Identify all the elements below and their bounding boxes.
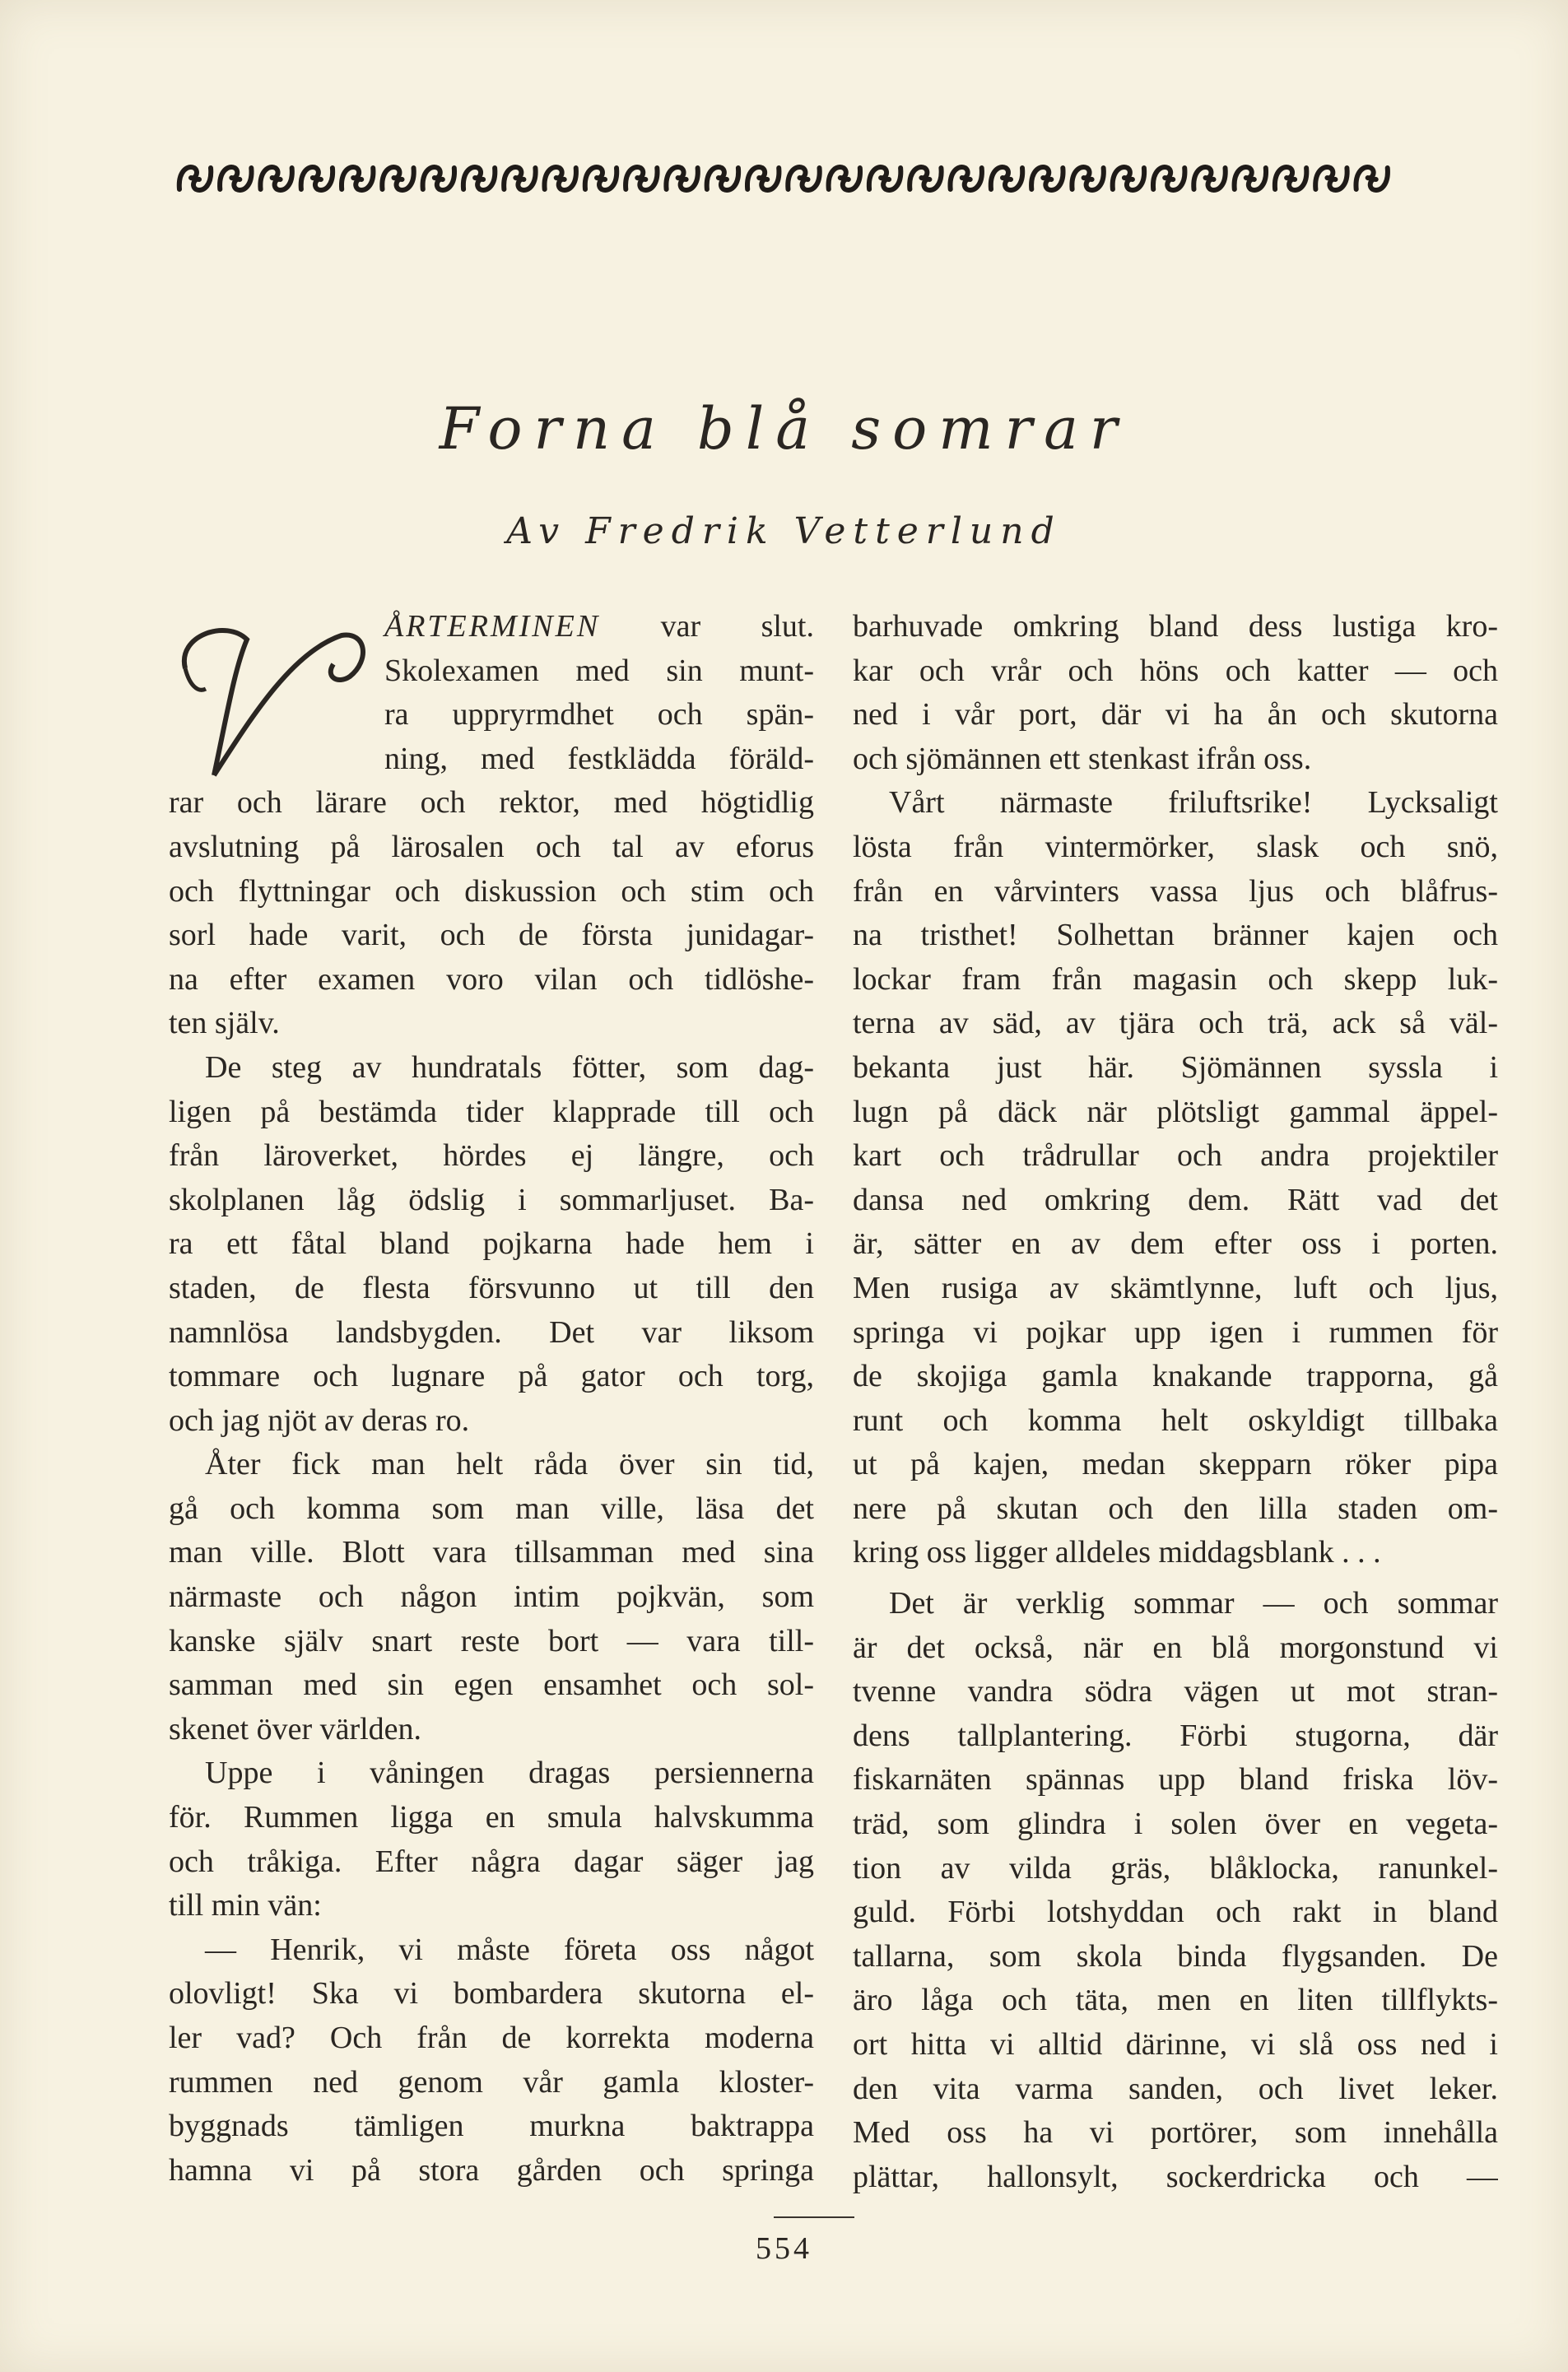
frieze-unit <box>626 167 657 190</box>
frieze-unit <box>1275 167 1306 190</box>
body-line: tommare och lugnare på gator och torg, <box>169 1359 814 1394</box>
paragraph-gap <box>853 1575 1498 1582</box>
article-title: Forna blå somrar <box>439 395 1129 463</box>
body-line: från en vårvinters vassa ljus och blåfrus- <box>853 873 1498 909</box>
body-line: Uppe i våningen dragas persiennerna <box>205 1756 814 1791</box>
body-line: och sjömännen ett stenkast ifrån oss. <box>853 741 1312 776</box>
frieze-unit <box>1031 167 1063 190</box>
body-line: från läroverket, hördes ej längre, och <box>169 1138 814 1174</box>
left-column <box>169 605 814 2193</box>
body-line: barhuvade omkring bland dess lustiga kro- <box>853 609 1498 644</box>
body-line: ning, med festklädda föräld- <box>384 741 814 776</box>
body-line: runt och komma helt oskyldigt tillbaka <box>853 1402 1498 1438</box>
frieze-unit <box>1315 167 1347 190</box>
body-line: nere på skutan och den lilla staden om- <box>853 1491 1498 1526</box>
body-line: avslutning på lärosalen och tal av eforus <box>169 829 814 864</box>
frieze-unit <box>179 167 211 190</box>
body-line: De steg av hundratals fötter, som dag- <box>205 1049 814 1085</box>
ornament-frieze-icon <box>174 147 1393 212</box>
body-line: sorl hade varit, och de första junidagar- <box>169 918 814 953</box>
body-line: olovligt! Ska vi bombardera skutorna el- <box>169 1976 814 2012</box>
body-line: ten själv. <box>169 1006 280 1041</box>
body-line: ÅRTERMINEN var slut. <box>384 609 814 644</box>
body-line: ra uppryrmdhet och spän- <box>384 697 814 733</box>
article-author: Av Fredrik Vetterlund <box>506 510 1062 552</box>
frieze-unit <box>869 167 900 190</box>
frieze-unit <box>301 167 333 190</box>
body-line: kart och trådrullar och andra projektiler <box>853 1138 1498 1174</box>
body-line: är, sätter en av dem efter oss i porten. <box>853 1226 1498 1262</box>
page-number-rule <box>774 2216 854 2218</box>
body-line: bekanta just här. Sjömännen syssla i <box>853 1049 1498 1085</box>
body-line: hamna vi på stora gården och springa <box>169 2152 814 2188</box>
body-line: plättar, hallonsylt, sockerdricka och — <box>853 2159 1498 2194</box>
body-line: — Henrik, vi måste företa oss något <box>205 1932 814 1967</box>
body-line: guld. Förbi lotshyddan och rakt in bland <box>853 1895 1498 1930</box>
frieze-unit <box>1235 167 1266 190</box>
body-line: tion av vilda gräs, blåklocka, ranunkel- <box>853 1850 1498 1886</box>
body-line: na tristhet! Solhettan bränner kajen och <box>853 918 1498 953</box>
body-line: namnlösa landsbygden. Det var liksom <box>169 1314 814 1350</box>
body-line: na efter examen voro vilan och tidlöshe- <box>169 961 814 997</box>
body-line: man ville. Blott vara tillsamman med sina <box>169 1535 814 1570</box>
body-line: de skojiga gamla knakande trapporna, gå <box>853 1359 1498 1394</box>
frieze-unit <box>220 167 251 190</box>
body-line: äro låga och täta, men en liten tillflykts- <box>853 1983 1498 2018</box>
frieze-unit <box>544 167 575 190</box>
body-line: Vårt närmaste friluftsrike! Lycksaligt <box>889 785 1498 821</box>
body-line: till min vän: <box>169 1888 322 1923</box>
body-line: gå och komma som man ville, läsa det <box>169 1491 814 1526</box>
body-line: rummen ned genom vår gamla kloster- <box>169 2064 814 2100</box>
frieze-unit <box>1113 167 1144 190</box>
frieze-unit <box>707 167 738 190</box>
frieze-unit <box>666 167 697 190</box>
body-line: Det är verklig sommar — och sommar <box>889 1586 1498 1621</box>
body-line: ut på kajen, medan skepparn röker pipa <box>853 1447 1498 1482</box>
body-line: Men rusiga av skämtlynne, luft och ljus, <box>853 1270 1498 1305</box>
body-line: närmaste och någon intim pojkvän, som <box>169 1579 814 1615</box>
frieze-unit <box>910 167 941 190</box>
page-number: 554 <box>756 2231 812 2266</box>
body-line: tallarna, som skola binda flygsanden. De <box>853 1938 1498 1974</box>
body-line: terna av säd, av tjära och trä, ack så väl- <box>853 1006 1498 1041</box>
frieze-unit <box>423 167 454 190</box>
first-word: ÅRTERMINEN <box>384 609 601 644</box>
body-line: och flyttningar och diskussion och stim och <box>169 873 814 909</box>
body-line: för. Rummen ligga en smula halvskumma <box>169 1800 814 1835</box>
frieze-unit <box>950 167 981 190</box>
body-line: ort hitta vi alltid därinne, vi slå oss ned i <box>853 2027 1498 2062</box>
frieze-unit <box>504 167 535 190</box>
body-line: skolplanen låg ödslig i sommarljuset. Ba- <box>169 1182 814 1217</box>
body-line: Skolexamen med sin munt- <box>384 653 814 688</box>
body-line: samman med sin egen ensamhet och sol- <box>169 1667 814 1703</box>
body-line: Åter fick man helt råda över sin tid, <box>205 1447 814 1482</box>
frieze-unit <box>342 167 373 190</box>
body-line: rar och lärare och rektor, med högtidlig <box>169 785 814 821</box>
body-line: Med oss ha vi portörer, som innehålla <box>853 2115 1498 2151</box>
frieze-unit <box>1072 167 1103 190</box>
frieze-unit <box>463 167 495 190</box>
frieze-unit <box>747 167 779 190</box>
frieze-unit <box>788 167 819 190</box>
body-line: fiskarnäten spännas upp bland friska löv- <box>853 1762 1498 1798</box>
body-line: staden, de flesta försvunno ut till den <box>169 1270 814 1305</box>
frieze-unit <box>991 167 1022 190</box>
frieze-unit <box>585 167 616 190</box>
body-line: dens tallplantering. Förbi stugorna, där <box>853 1718 1498 1753</box>
body-line: springa vi pojkar upp igen i rummen för <box>853 1314 1498 1350</box>
body-line: kanske själv snart reste bort — vara till- <box>169 1623 814 1658</box>
body-line: ra ett fåtal bland pojkarna hade hem i <box>169 1226 814 1262</box>
body-line: tvenne vandra södra vägen ut mot stran- <box>853 1674 1498 1709</box>
frieze-unit <box>1193 167 1225 190</box>
body-line: ned i vår port, där vi ha ån och skutorna <box>853 697 1498 733</box>
body-line: kring oss ligger alldeles middagsblank . . . <box>853 1535 1381 1570</box>
body-line: lugn på däck när plötsligt gammal äppel- <box>853 1094 1498 1129</box>
frieze-unit <box>260 167 291 190</box>
right-column <box>853 605 1498 2199</box>
decorative-border <box>174 147 1393 212</box>
body-line: och tråkiga. Efter några dagar säger jag <box>169 1844 814 1879</box>
frieze-unit <box>1356 167 1387 190</box>
body-line: kar och vrår och höns och katter — och <box>853 653 1498 688</box>
body-line: skenet över världen. <box>169 1711 422 1746</box>
body-line: lockar fram från magasin och skepp luk- <box>853 961 1498 997</box>
frieze-unit <box>1153 167 1184 190</box>
frieze-unit <box>829 167 860 190</box>
body-line: lösta från vintermörker, slask och snö, <box>853 829 1498 864</box>
body-line: träd, som glindra i solen över en vegeta- <box>853 1807 1498 1842</box>
body-line: den vita varma sanden, och livet leker. <box>853 2071 1498 2106</box>
body-line: dansa ned omkring dem. Rätt vad det <box>853 1182 1498 1217</box>
body-line: är det också, när en blå morgonstund vi <box>853 1630 1498 1665</box>
body-line: och jag njöt av deras ro. <box>169 1402 470 1438</box>
frieze-unit <box>382 167 413 190</box>
body-line: byggnads tämligen murkna baktrappa <box>169 2109 814 2144</box>
body-line: ler vad? Och från de korrekta moderna <box>169 2021 814 2055</box>
body-line: ligen på bestämda tider klapprade till och <box>169 1094 814 1129</box>
